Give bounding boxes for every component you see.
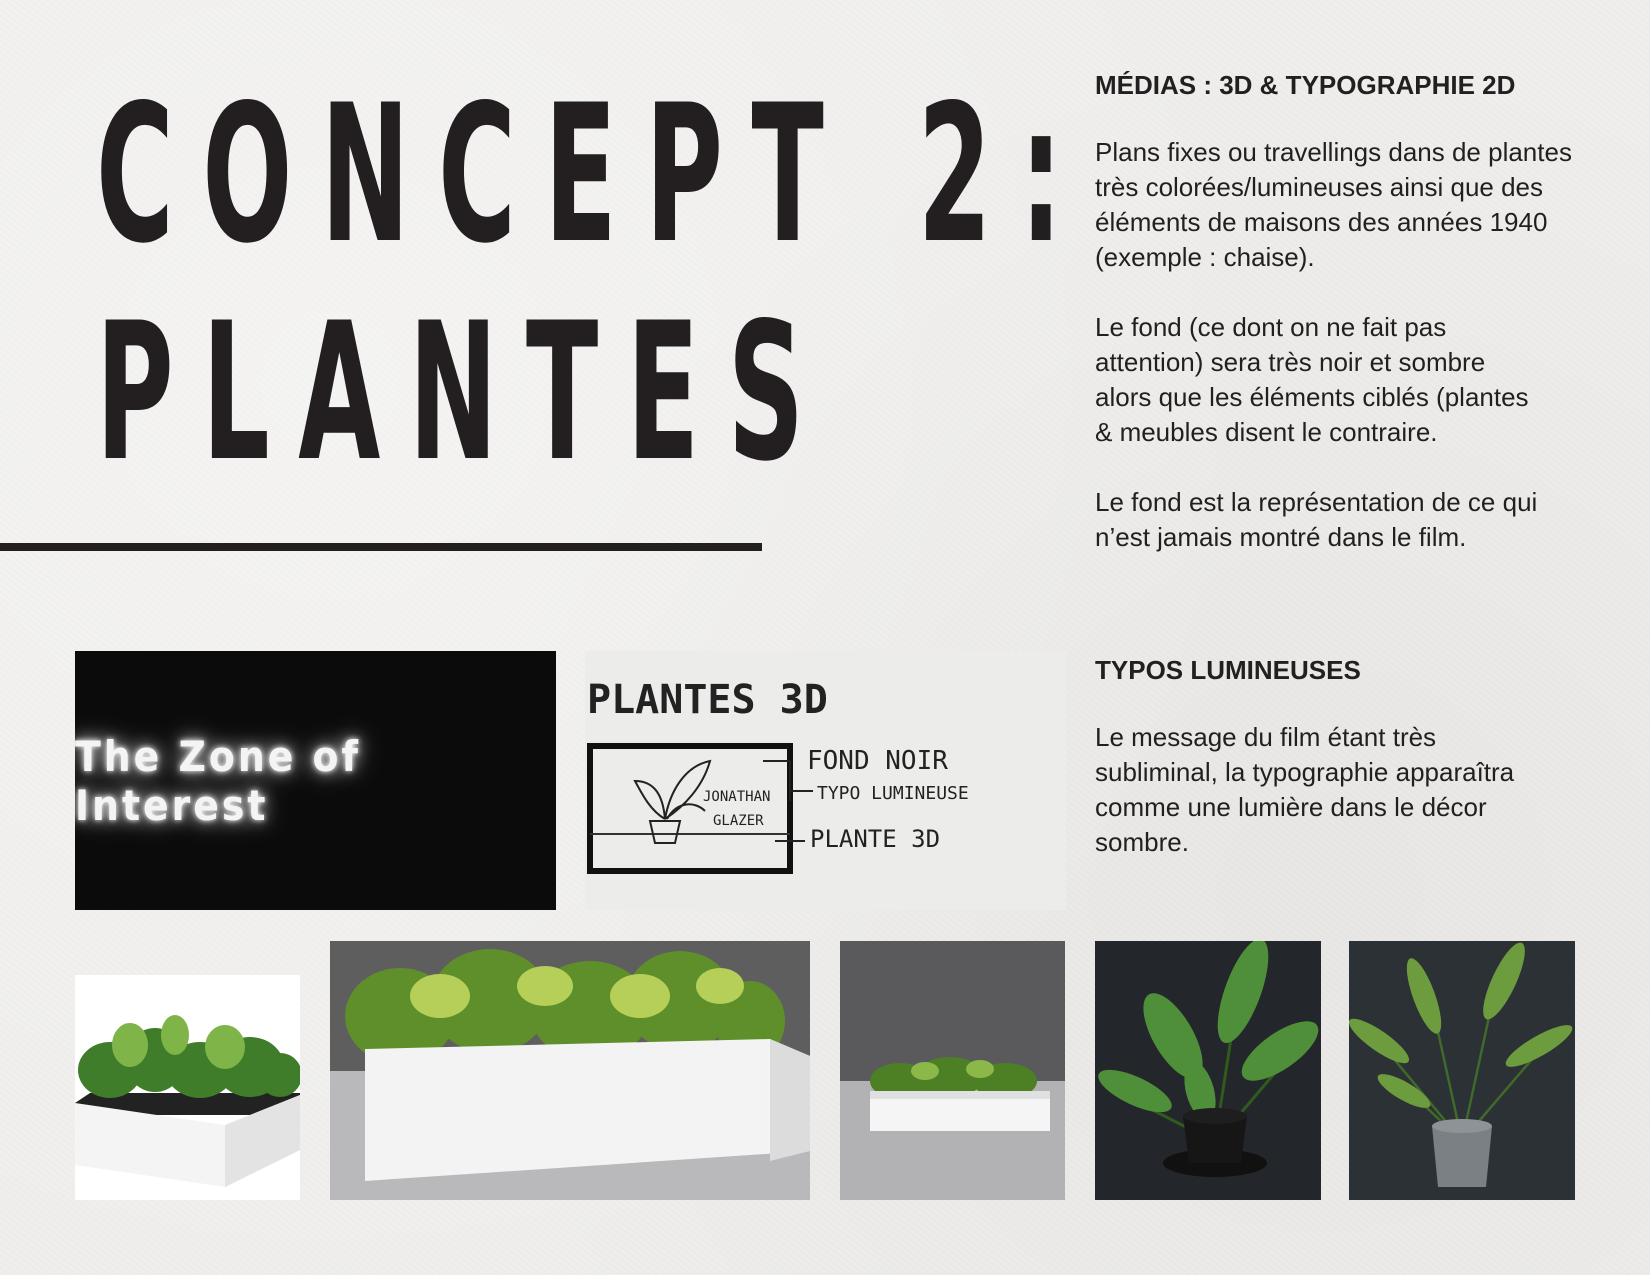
medias-section bbox=[1095, 70, 1615, 555]
sketch-plant-icon bbox=[635, 761, 710, 843]
sketch-label-fond: FOND NOIR bbox=[807, 746, 948, 776]
typos-paragraph: Le message du film étant très subliminal, la typographie apparaîtra comme une lumière dans le décor sombre. bbox=[1095, 722, 1515, 857]
planter-photo-2 bbox=[330, 941, 810, 1200]
title-line-2: PLANTES bbox=[96, 282, 833, 503]
sketch-title: PLANTES 3D bbox=[587, 677, 828, 723]
potted-plant-photo-1 bbox=[1095, 941, 1321, 1200]
sketch-label-plante: PLANTE 3D bbox=[810, 825, 941, 853]
sketch-inner-text-1: JONATHAN bbox=[703, 789, 771, 805]
glowing-title-text: The Zone of Interest bbox=[75, 731, 361, 830]
typos-section bbox=[1095, 655, 1615, 860]
sketch-inner-text-2: GLAZER bbox=[713, 813, 764, 829]
medias-paragraph-3: Le fond est la représentation de ce qui n’est jamais montré dans le film. bbox=[1095, 487, 1538, 552]
medias-heading: MÉDIAS : 3D & TYPOGRAPHIE 2D bbox=[1095, 70, 1516, 100]
planter-photo-3 bbox=[840, 941, 1065, 1200]
title-line-1: CONCEPT 2: bbox=[96, 64, 1091, 285]
storyboard-sketch-image bbox=[585, 651, 1066, 910]
medias-paragraph-2: Le fond (ce dont on ne fait pas attention) sera très noir et sombre alors que les éléments ciblés (plantes & meubles disent le contraire. bbox=[1095, 312, 1529, 447]
title-divider bbox=[0, 543, 762, 551]
sketch-frame bbox=[590, 746, 790, 871]
potted-plant-photo-2 bbox=[1349, 941, 1575, 1200]
sketch-label-typo: TYPO LUMINEUSE bbox=[817, 783, 969, 804]
planter-photo-1 bbox=[75, 975, 300, 1200]
zone-of-interest-image bbox=[75, 651, 556, 910]
medias-paragraph-1: Plans fixes ou travellings dans de plantes très colorées/lumineuses ainsi que des éléments de maisons des années 1940 (exemple : chaise). bbox=[1095, 137, 1572, 272]
typos-heading: TYPOS LUMINEUSES bbox=[1095, 655, 1361, 685]
